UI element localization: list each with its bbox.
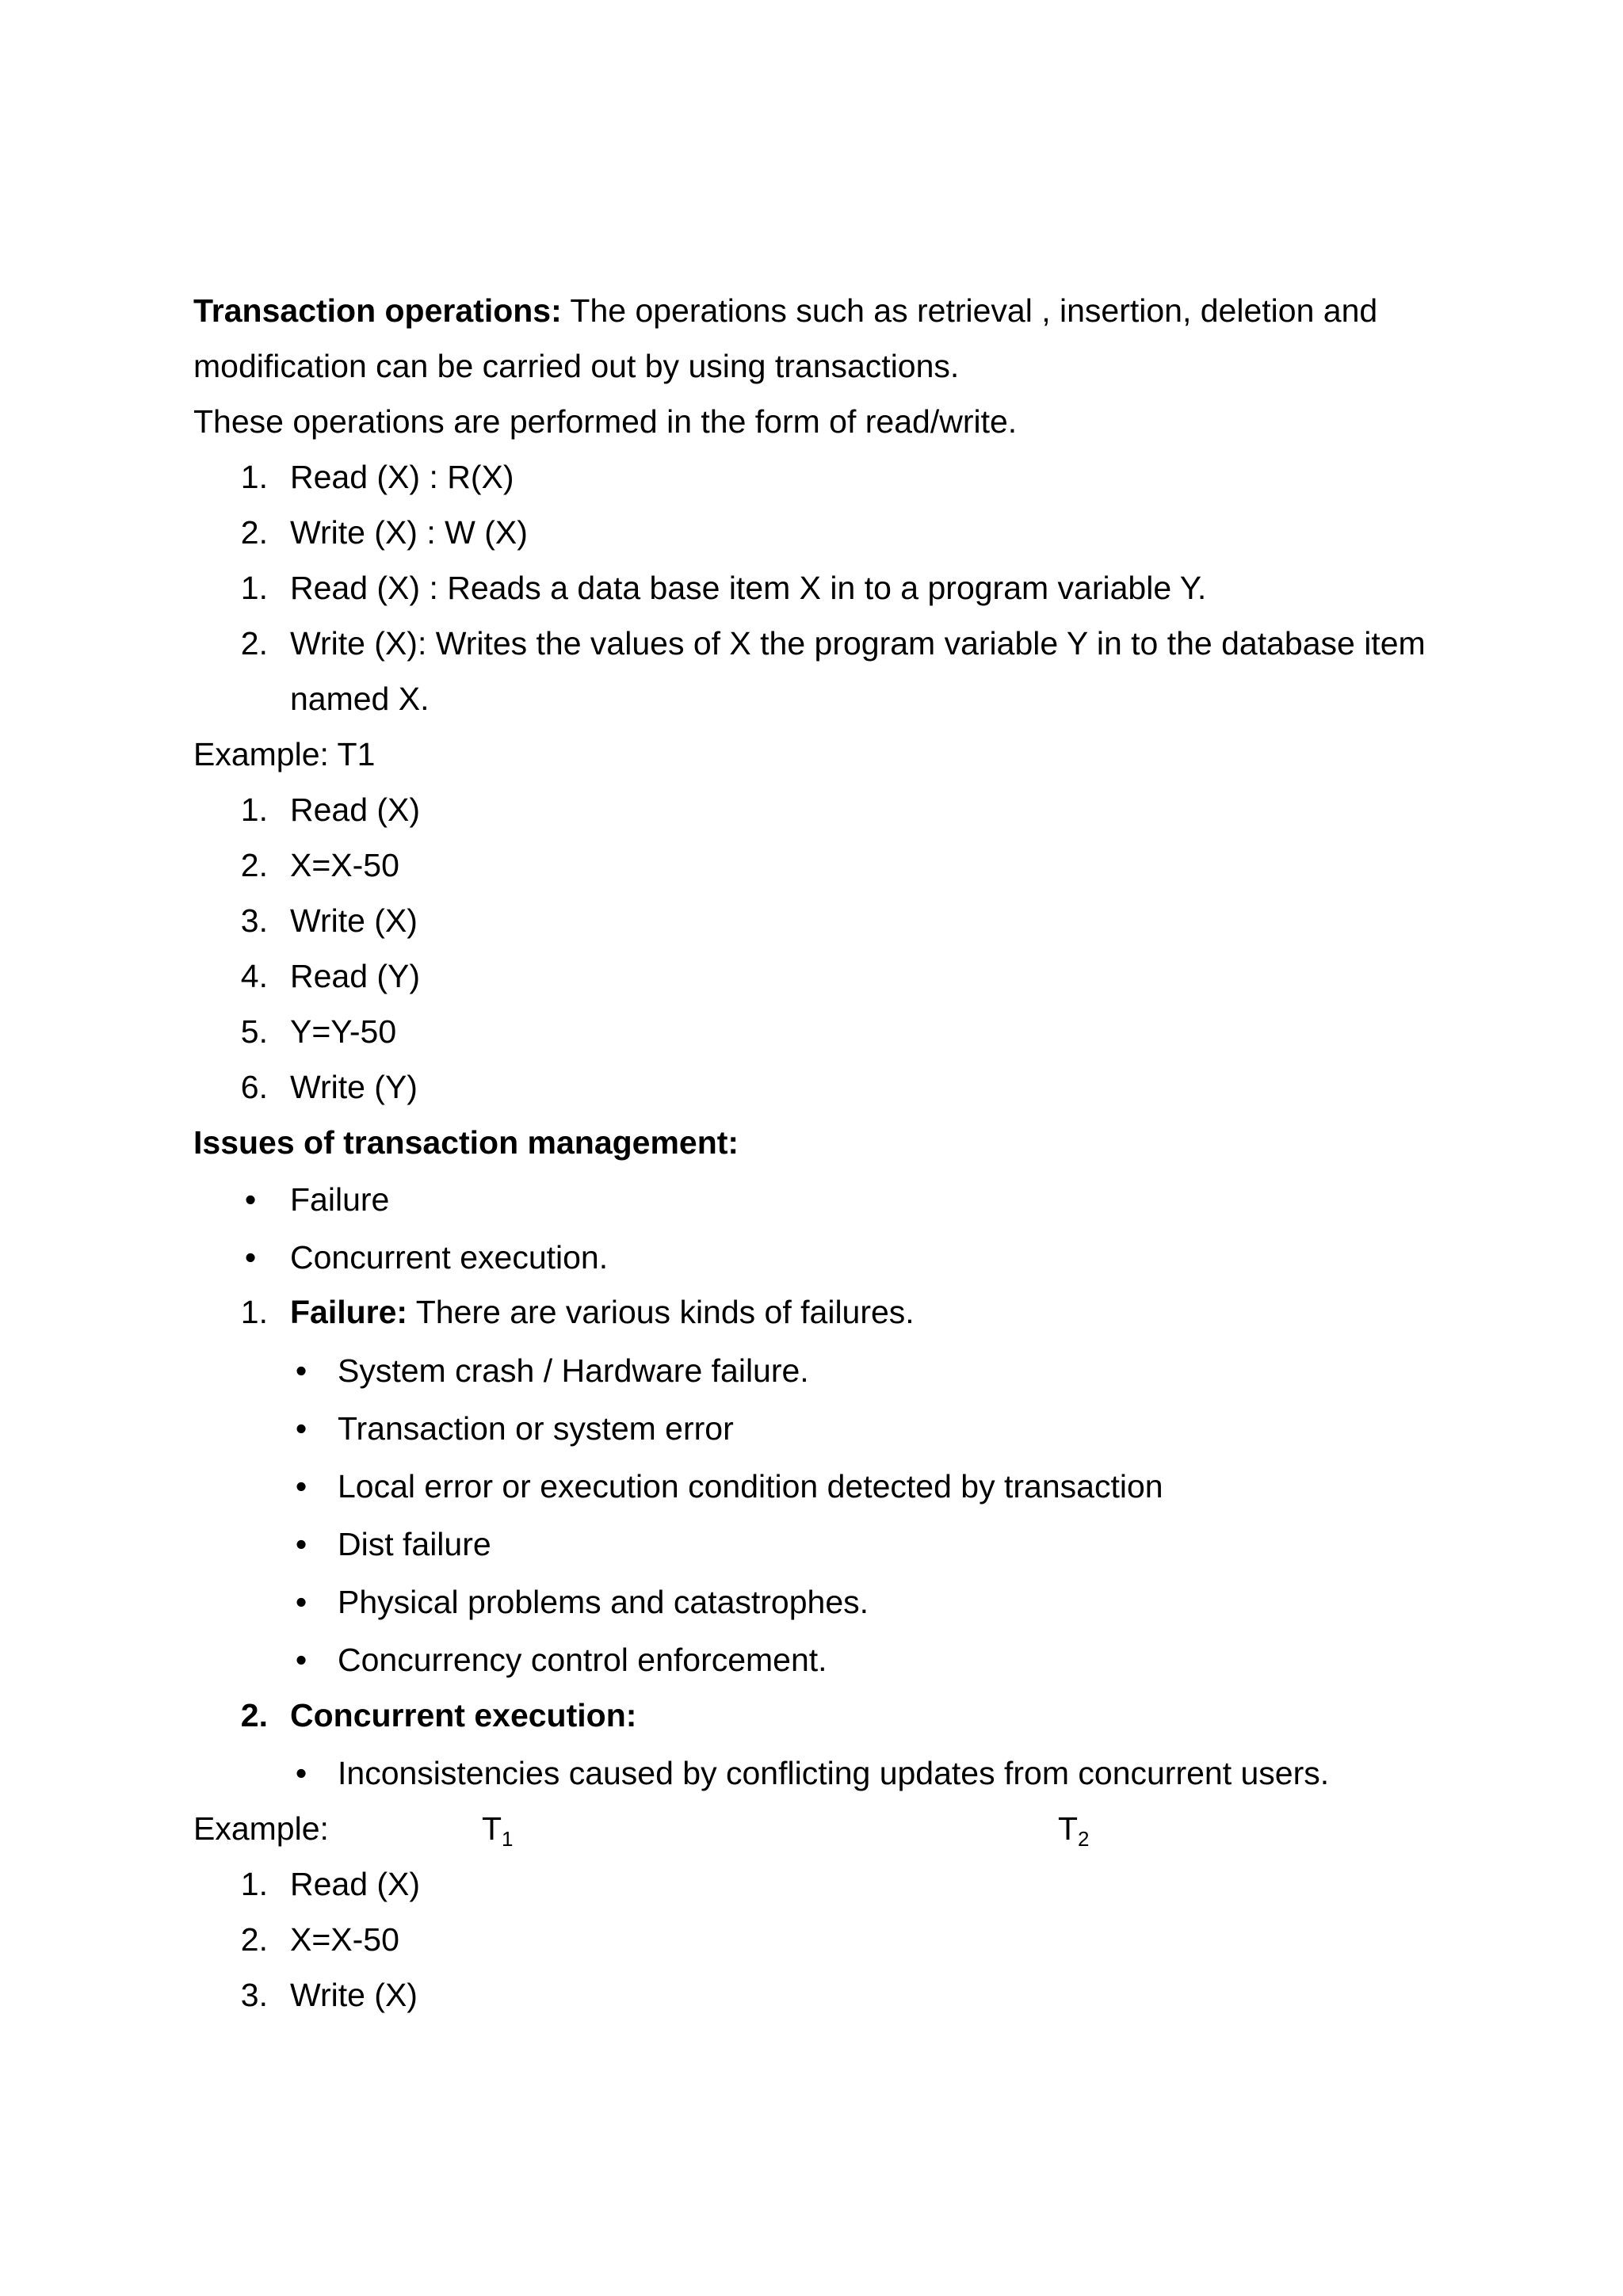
bullet-icon: • xyxy=(295,1410,307,1447)
list-number: 2. xyxy=(240,625,268,662)
issues-heading: Issues of transaction management: xyxy=(193,1124,739,1161)
list-number: 3. xyxy=(240,902,268,939)
t1-subscript: 1 xyxy=(502,1827,514,1851)
list-number: 6. xyxy=(240,1069,268,1105)
list-item: X=X-50 xyxy=(290,847,399,883)
list-number: 2. xyxy=(240,514,268,551)
concurrent-item: Inconsistencies caused by conflicting updates from concurrent users. xyxy=(338,1755,1330,1791)
intro-line-1 xyxy=(193,292,1377,330)
list-item: Read (X) xyxy=(290,1866,421,1902)
list-item: Write (Y) xyxy=(290,1069,418,1105)
list-item: X=X-50 xyxy=(290,1921,399,1958)
intro-line-1-text: The operations such as retrieval , insertion, deletion and xyxy=(561,292,1378,329)
list-number: 5. xyxy=(240,1013,268,1050)
example-1-label: Example: T1 xyxy=(193,736,376,772)
list-item: Y=Y-50 xyxy=(290,1013,397,1050)
bullet-icon: • xyxy=(295,1352,307,1389)
list-item: Read (X) xyxy=(290,791,421,828)
bullet-icon: • xyxy=(295,1642,307,1678)
bullet-icon: • xyxy=(295,1584,307,1620)
t2-subscript: 2 xyxy=(1078,1827,1090,1851)
t1-letter: T xyxy=(482,1810,502,1847)
list-item: Read (X) : R(X) xyxy=(290,459,514,495)
bullet-icon: • xyxy=(295,1468,307,1505)
failure-text: There are various kinds of failures. xyxy=(407,1294,915,1330)
list-number: 2. xyxy=(240,847,268,883)
t2-header xyxy=(1058,1810,1090,1851)
bullet-icon: • xyxy=(244,1181,257,1218)
list-number: 2. xyxy=(240,1697,268,1733)
t1-header xyxy=(482,1810,514,1851)
list-number: 1. xyxy=(240,1866,268,1902)
failure-item: Physical problems and catastrophes. xyxy=(338,1584,869,1620)
bullet-icon: • xyxy=(244,1239,257,1276)
list-item: Write (X): Writes the values of X the program variable Y in to the database item xyxy=(290,625,1426,662)
list-number: 1. xyxy=(240,570,268,606)
example-2-label: Example: xyxy=(193,1810,329,1847)
list-item: Write (X) xyxy=(290,902,418,939)
bullet-item: Failure xyxy=(290,1181,390,1218)
list-number: 3. xyxy=(240,1977,268,2013)
list-item-continuation: named X. xyxy=(290,681,430,717)
failure-item: Local error or execution condition detected by transaction xyxy=(338,1468,1163,1505)
list-number: 1. xyxy=(240,459,268,495)
list-number: 1. xyxy=(240,791,268,828)
list-item: Write (X) : W (X) xyxy=(290,514,528,551)
concurrent-heading: Concurrent execution: xyxy=(290,1697,637,1733)
bullet-icon: • xyxy=(295,1755,307,1791)
failure-item: System crash / Hardware failure. xyxy=(338,1352,809,1389)
list-number: 1. xyxy=(240,1294,268,1330)
failure-item: Concurrency control enforcement. xyxy=(338,1642,827,1678)
bullet-item: Concurrent execution. xyxy=(290,1239,609,1276)
intro-line-2: modification can be carried out by using transactions. xyxy=(193,348,960,384)
failure-item: Transaction or system error xyxy=(338,1410,734,1447)
failure-item: Dist failure xyxy=(338,1526,491,1562)
t2-letter: T xyxy=(1058,1810,1079,1847)
intro-heading: Transaction operations: xyxy=(193,292,562,329)
failure-line xyxy=(290,1293,915,1331)
list-item: Read (Y) xyxy=(290,958,421,994)
bullet-icon: • xyxy=(295,1526,307,1562)
list-item: Write (X) xyxy=(290,1977,418,2013)
list-number: 4. xyxy=(240,958,268,994)
intro-line-3: These operations are performed in the form of read/write. xyxy=(193,403,1018,440)
failure-label: Failure: xyxy=(290,1294,408,1330)
list-item: Read (X) : Reads a data base item X in to a program variable Y. xyxy=(290,570,1207,606)
list-number: 2. xyxy=(240,1921,268,1958)
